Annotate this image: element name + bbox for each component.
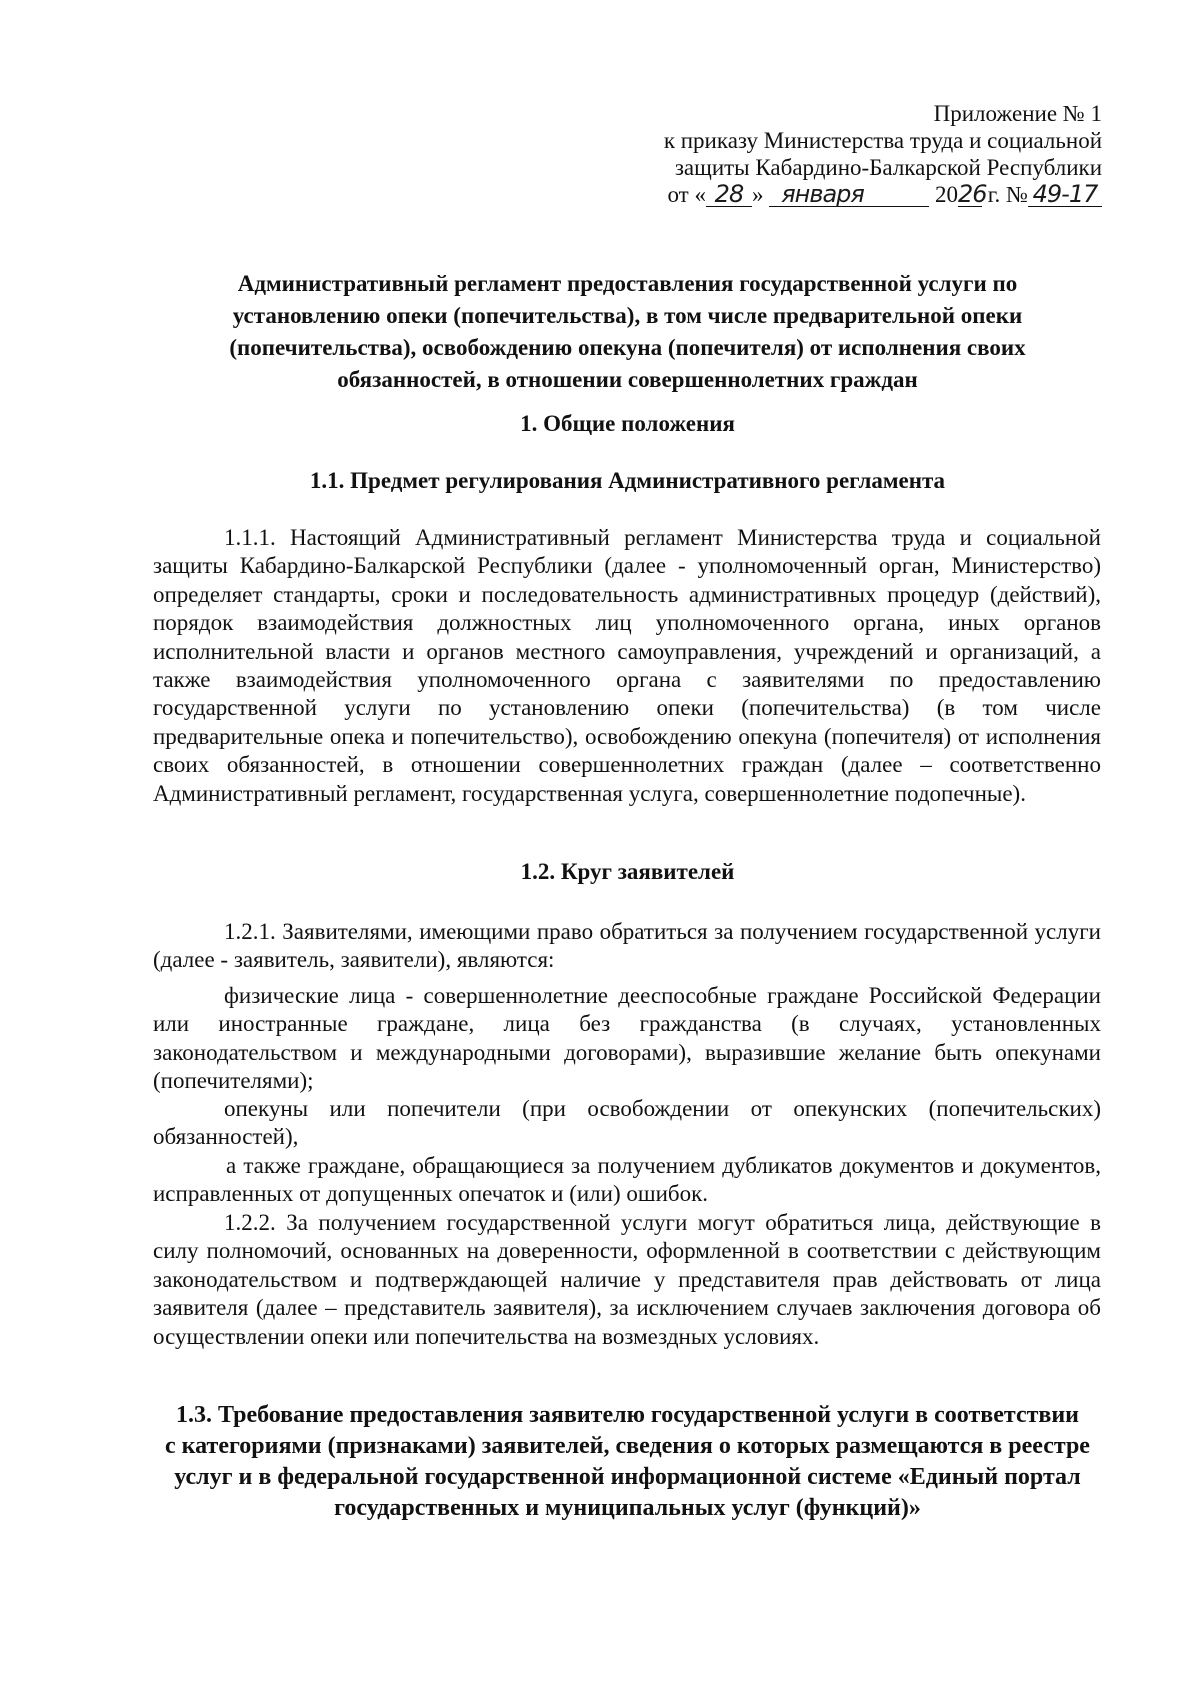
date-prefix: от «: [667, 182, 706, 207]
title-line: установлению опеки (попечительства), в том числе предварительной опеки: [232, 303, 1023, 328]
paragraph-text: физические лица - совершеннолетние дееспособные граждане Российской Федерации или иностранные граждане, лица без гражданства (в случаях, установленных законодательством и международными договорами), выразившие желание быть опекунами (попечителями);: [153, 983, 1101, 1094]
date-close-quote: »: [751, 182, 764, 207]
paragraph-text: а также граждане, обращающиеся за получением дубликатов документов и документов, исправленных от допущенных опечаток и (или) ошибок.: [153, 1153, 1101, 1207]
year-label: г. №: [987, 182, 1028, 207]
paragraph-text: 1.1.1. Настоящий Административный регламент Министерства труда и социальной защиты Кабардино-Балкарской Республики (далее - уполномоченный орган, Министерство) определяет стандарты, сроки и последовательность административных процедур (действий), порядок взаимодействия должностных лиц уполномоченного органа, иных органов исполнительной власти и органов местного самоуправления, учреждений и организаций, а также взаимодействия уполномоченного органа с заявителями по предоставлению государственной услуги по установлению опеки (попечительства) (в том числе предварительные опека и попечительство), освобождению опекуна (попечителя) от исполнения своих обязанностей, в отношении совершеннолетних граждан (далее – соответственно Административный регламент, государственная услуга, совершеннолетние подопечные).: [153, 525, 1101, 806]
order-line-1: к приказу Министерства труда и социальной: [663, 128, 1102, 153]
order-date-line: [620, 181, 1102, 208]
handwritten-order-number: 49-17: [1028, 182, 1102, 207]
appendix-title: Приложение № 1: [933, 101, 1102, 126]
heading-line: услуг и в федеральной государственной информационной системе «Единый портал: [174, 1464, 1081, 1490]
section-1-heading: 1. Общие положения: [520, 411, 735, 436]
subsection-1-3-heading: [150, 1400, 1105, 1524]
handwritten-month: января: [769, 182, 929, 207]
appendix-header: [620, 100, 1102, 208]
paragraph-1-2-1: [153, 918, 1101, 975]
paragraph-guardians: [153, 1095, 1101, 1152]
title-line: (попечительства), освобождению опекуна (попечителя) от исполнения своих: [229, 335, 1026, 360]
paragraph-text: 1.2.2. За получением государственной услуги могут обратиться лица, действующие в силу полномочий, основанных на доверенности, оформленной в соответствии с действующим законодательством и подтверждающей наличие у представителя прав действовать от лица заявителя (далее – представитель заявителя), за исключением случаев заключения договора об осуществлении опеки или попечительства на возмездных условиях.: [153, 1210, 1101, 1349]
heading-line: 1.3. Требование предоставления заявителю государственной услуги в соответствии: [176, 1402, 1079, 1428]
handwritten-day: 28: [706, 182, 752, 207]
paragraph-text: 1.2.1. Заявителями, имеющими право обратиться за получением государственной услуги (далее - заявитель, заявители), являются:: [153, 919, 1101, 973]
paragraph-applicant-types: [153, 982, 1101, 1096]
title-line: Административный регламент предоставления государственной услуги по: [237, 271, 1018, 296]
paragraph-1-2-2: [153, 1209, 1101, 1351]
subsection-1-2-heading: 1.2. Круг заявителей: [520, 859, 735, 884]
heading-line: с категориями (признаками) заявителей, сведения о которых размещаются в реестре: [165, 1433, 1090, 1459]
paragraph-1-1-1: [153, 524, 1101, 808]
title-line: обязанностей, в отношении совершеннолетних граждан: [337, 367, 918, 392]
year-prefix: 20: [934, 182, 958, 207]
heading-line: государственных и муниципальных услуг (функций)»: [334, 1495, 921, 1521]
paragraph-duplicates: [153, 1152, 1101, 1209]
paragraph-text: опекуны или попечители (при освобождении от опекунских (попечительских) обязанностей),: [153, 1096, 1101, 1150]
order-line-2: защиты Кабардино-Балкарской Республики: [674, 155, 1102, 180]
subsection-1-1-heading: 1.1. Предмет регулирования Административного регламента: [309, 468, 946, 493]
document-title: [150, 268, 1105, 396]
handwritten-year-suffix: 26: [957, 180, 987, 208]
